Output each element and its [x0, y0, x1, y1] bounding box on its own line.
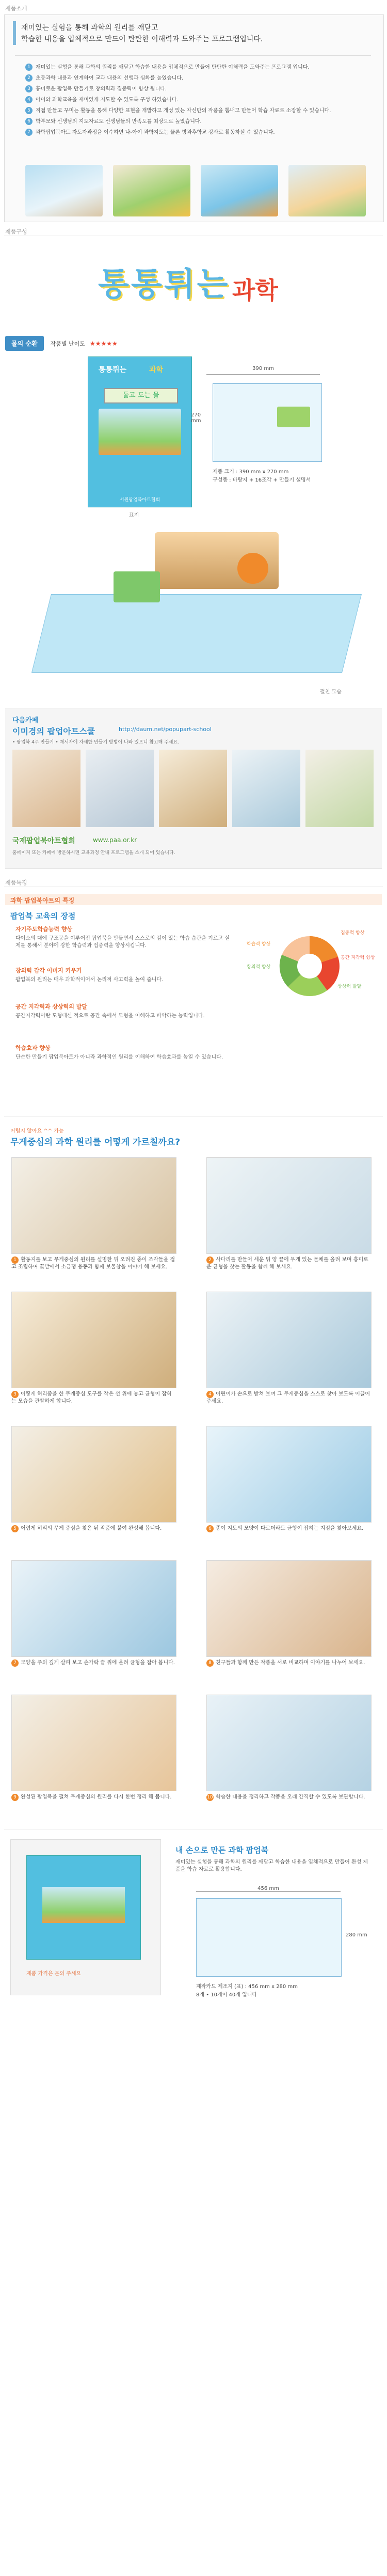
feature-point: 학습효과 향상 단순한 만들기 팝업북아트가 아니라 과학적인 원리를 이해하여 학습효과를 높일 수 있습니다. — [15, 1045, 223, 1060]
cafe-title: 이미경의 팝업아트스쿨 — [12, 726, 95, 736]
cover-footer: 서원팝업북아트협회 — [119, 498, 160, 503]
product2-illustration — [42, 1887, 125, 1923]
thumbnail-popup-3 — [201, 165, 278, 216]
association-title: 국제팝업북아트협회 — [12, 837, 75, 845]
cafe-photo — [232, 750, 300, 827]
step-image — [11, 1695, 176, 1791]
cafe-photos — [12, 750, 374, 827]
step-text: 3 어떻게 허리줍을 한 무게중심 도구를 작은 선 위에 놓고 균형이 잡히는 모습을 관찰하게 합니다. — [11, 1391, 172, 1404]
product2-spec-parts: 8개 • 10개이 40개 입니다 — [196, 1992, 257, 1998]
features-title: 과학 팝업북아트의 특징 — [10, 897, 75, 904]
intro-accent-bar — [13, 21, 16, 45]
association-description: 홈페이지 또는 카페에 방문하시면 교육과정 안내 프로그램을 소개 되어 있습니다. — [12, 850, 175, 856]
feature-point: 자기주도학습능력 향상 다이소의 대에 구조공을 이루어진 팝업북을 만들면서 스스로의 깊이 있는 학습 습관을 기르고 실제를 통해서 분야에 강한 학습력과 집중력을 향상시킵니다. — [15, 926, 230, 949]
product-popup — [41, 522, 351, 677]
difficulty-label: 작품별 난이도 — [50, 340, 85, 347]
cover-title: 돌고 도는 물 — [104, 388, 178, 404]
benefit-label: 상상력 발달 — [337, 984, 362, 989]
step-image — [206, 1560, 372, 1657]
spec-size: 제품 크기 : 390 mm x 270 mm — [213, 469, 289, 475]
thumbnail-popup-4 — [288, 165, 366, 216]
intro-item: 6 학부모와 선생님의 지도자료도 선생님들의 만족도를 최상으로 높였습니다. — [25, 118, 356, 126]
dimension-height: 270 mm — [191, 412, 201, 424]
logo-brand: 통통튀는 — [98, 265, 230, 303]
product2-photo — [10, 1839, 161, 1995]
intro-item: 3 흥미로운 팝업북 만들기로 창의력과 집중력이 향상 됩니다. — [25, 85, 356, 93]
product-title: 물의 순환 — [5, 336, 44, 351]
benefit-label: 공간 지각력 향상 — [341, 955, 375, 960]
product-banner — [5, 336, 382, 351]
cafe-photo — [12, 750, 80, 827]
intro-divider — [15, 55, 371, 56]
popup-hill — [114, 571, 160, 602]
logo-science: 과학 — [232, 276, 278, 304]
benefit-center — [297, 954, 322, 979]
popup-sun — [237, 553, 268, 584]
cover-science: 과학 — [149, 366, 164, 374]
intro-item: 1 재미있는 실험을 통해 과학의 원리를 깨닫고 학습한 내용을 입체적으로 만들어 탄탄한 이해력을 도와주는 프로그램 입니다. — [25, 64, 356, 71]
step-image — [11, 1292, 176, 1388]
intro-item: 7 과학팝업북아트 자도자과정을 이수하면 나-아이 과학지도는 물론 방과후학교 강사로 활동하실 수 있습니다. — [25, 129, 356, 136]
product2-flat — [196, 1898, 342, 1977]
step-text: 6 종이 지도의 모양이 다르더라도 균형이 잡히는 지점을 찾아보세요. — [206, 1525, 372, 1532]
cafe-url[interactable]: http://daum.net/popupart-school — [119, 726, 212, 733]
flat-illustration — [277, 407, 310, 427]
step-image — [11, 1157, 176, 1254]
dimension-width: 390 mm — [206, 366, 320, 375]
product2-title: 내 손으로 만든 과학 팝업북 — [175, 1845, 269, 1855]
cafe-section — [5, 708, 382, 869]
step-text: 9 완성된 팝업북을 펼쳐 무게중심의 원리를 다시 한번 정리 해 봅니다. — [11, 1794, 176, 1801]
step-image — [11, 1560, 176, 1657]
intro-item: 4 아이와 과학교육을 재미있게 지도할 수 있도록 구성 하였습니다. — [25, 96, 356, 104]
product-photo-area — [21, 356, 366, 728]
step-text: 8 친구들과 함께 만든 작품을 서로 비교하며 이야기를 나누어 보세요. — [206, 1659, 372, 1667]
product2-dimension-height: 280 mm — [346, 1932, 367, 1938]
product-cover — [88, 356, 192, 507]
product2-box — [26, 1855, 141, 1960]
intro-list — [25, 64, 356, 139]
cafe-photo — [86, 750, 154, 827]
howto-tag: 어렵지 않아요 ^^ 가능 — [10, 1128, 64, 1134]
product2-dimension-width: 456 mm — [196, 1886, 341, 1892]
step-text: 10 학습한 내용을 정리하고 작품을 오래 간직할 수 있도록 보관합니다. — [207, 1794, 365, 1800]
cafe-description: • 팝업북 4주 만들기 • 재서자에 자세한 만들기 방법이 나와 있으니 참고해 주세요. — [12, 740, 180, 745]
step-image — [206, 1292, 372, 1388]
intro-line-2: 학습한 내용을 입체적으로 만드어 탄탄한 이해력과 도와주는 프로그램입니다. — [21, 35, 263, 43]
caption-cover: 표지 — [129, 513, 139, 518]
benefit-label: 학습력 향상 — [247, 942, 271, 947]
features-subtitle: 팝업북 교육의 장점 — [10, 911, 76, 921]
intro-line-1: 재미있는 실험을 통해 과학의 원리를 깨닫고 — [21, 24, 158, 32]
cover-illustration — [99, 409, 181, 455]
benefit-label: 집중력 향상 — [341, 930, 365, 936]
difficulty-stars: ★★★★★ — [90, 340, 118, 347]
cafe-photo — [159, 750, 227, 827]
product2-spec-size: 제작카드 제조지 (표) : 456 mm x 280 mm — [196, 1984, 298, 1990]
section-tag-features: 제품특징 — [5, 879, 27, 886]
features-points — [15, 925, 232, 1095]
popup-base — [31, 594, 362, 673]
features-title-bar — [5, 894, 382, 905]
step-text: 4 어린이가 손으로 받쳐 보며 그 무게중심을 스스로 찾아 보도록 이끌어 주세요. — [206, 1391, 370, 1404]
thumbnail-popup-2 — [113, 165, 190, 216]
step-text: 5 어렵게 허리의 무게 중심을 찾은 뒤 작품에 붙여 완성해 봅니다. — [11, 1525, 176, 1532]
cafe-heading: 다음카페 — [12, 717, 39, 724]
product2-description: 재미있는 실험을 통해 과학의 원리를 깨닫고 학습한 내용을 입체적으로 만들어 완성 제품을 학습 자료로 활용합니다. — [175, 1859, 368, 1872]
section-tag-compose: 제품구성 — [5, 228, 27, 235]
association-url[interactable]: www.paa.or.kr — [93, 836, 137, 844]
spec-parts: 구성품 : 바탕지 + 16조각 + 만들기 설명서 — [213, 477, 311, 483]
logo-area — [77, 253, 310, 315]
section-tag-intro: 제품소개 — [5, 5, 27, 12]
benefit-label: 창의력 향상 — [247, 965, 271, 970]
howto-title: 무게중심의 과학 원리를 어떻게 가르칠까요? — [10, 1137, 181, 1147]
step-image — [206, 1695, 372, 1791]
intro-item: 5 직접 만들고 꾸미는 활동을 통해 다양한 표현을 개발하고 개성 있는 자신만의 작품을 뽐내고 만들어 학습 자료로 소장할 수 있습니다. — [25, 107, 356, 115]
intro-box — [4, 14, 384, 222]
intro-header — [5, 15, 383, 51]
cover-series: 통통튀는 — [99, 366, 127, 374]
product-open-flat — [213, 383, 322, 462]
step-image — [11, 1426, 176, 1523]
step-text: 1 활동지를 보고 무게중심의 원리를 설명한 뒤 오려진 종이 조각들을 접고 조립하여 꽃밭에서 소금쟁 용동과 함께 보물창을 이야기 해 보세요. — [11, 1257, 175, 1270]
feature-point: 공간 지각력과 상상력의 발달 공간지각력이란 도형대신 적으로 공간 속에서 모형을 이해하고 파악하는 능력입니다. — [15, 1003, 205, 1019]
step-image — [206, 1426, 372, 1523]
cafe-photo — [305, 750, 374, 827]
intro-thumbnails — [25, 165, 366, 216]
step-text: 7 모양을 주의 깊게 살펴 보고 손가락 끝 위에 올려 균형을 잡아 봅니다. — [11, 1659, 176, 1667]
product2-note: 제품 가격은 문의 주세요 — [26, 1971, 82, 1977]
intro-item: 2 초등과학 내용과 연계하여 교과 내용의 선행과 심화를 높였습니다. — [25, 74, 356, 82]
caption-open: 펼친 모습 — [320, 689, 342, 695]
thumbnail-popup-1 — [25, 165, 103, 216]
step-image — [206, 1157, 372, 1254]
feature-point: 창의력 감각 이미지 키우기 팝업북의 원리는 매우 과학적이어서 논리적 사고력을 높여 줍니다. — [15, 967, 164, 983]
step-text: 2 사다리를 만들어 세운 뒤 양 끝에 무게 있는 물체를 올려 보며 흥미로운 균형을 찾는 활동을 함께 해 보세요. — [206, 1257, 368, 1270]
